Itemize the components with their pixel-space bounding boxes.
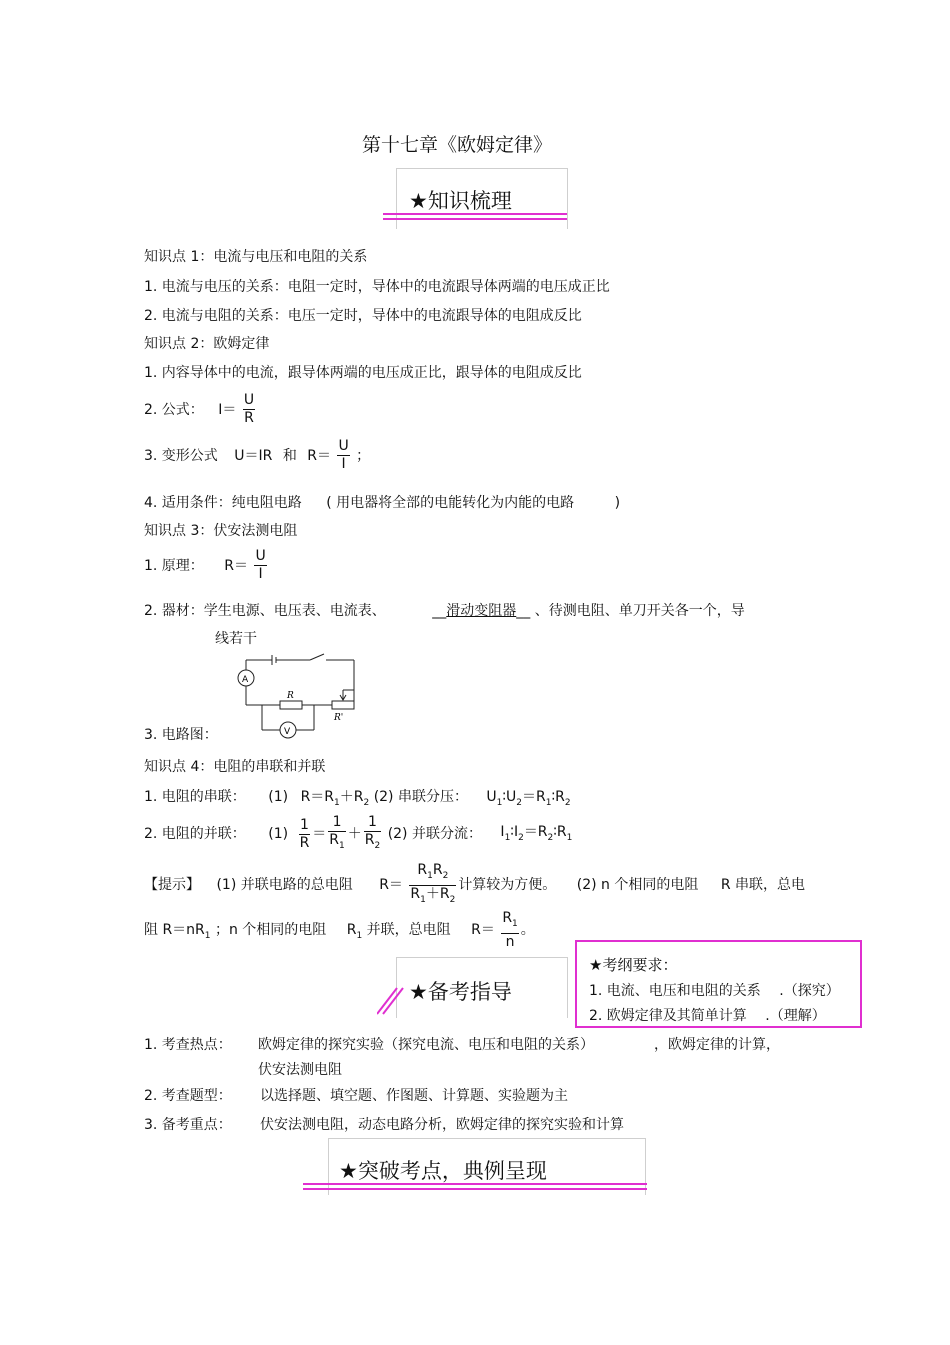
section-breakthrough xyxy=(328,1138,646,1195)
subscript: 1 xyxy=(496,797,503,808)
series-ratio: ∶U xyxy=(502,789,517,805)
kp3-heading: 知识点 3：伏安法测电阻 xyxy=(144,523,298,539)
section-guide xyxy=(396,957,568,1018)
tip-g: R xyxy=(346,922,357,939)
guide-value-1: 欧姆定律的探究实验（探究电流、电压和电阻的关系） xyxy=(258,1037,594,1053)
requirements-item1-tag: .（探究） xyxy=(779,983,840,999)
series-ratio: U xyxy=(486,789,497,805)
formula-label: 2. 公式： xyxy=(144,401,204,418)
kp4-parallel xyxy=(144,814,572,855)
tip-f: ；n 个相同的电阻 xyxy=(214,922,327,939)
fraction-denominator: R xyxy=(299,834,310,851)
tip-lhs2: R＝ xyxy=(471,922,495,939)
subscript: 2 xyxy=(518,832,524,843)
variant-b: R＝ xyxy=(307,447,332,464)
subscript: 1 xyxy=(512,918,518,929)
fraction-denominator: I xyxy=(258,566,263,582)
tip-line2 xyxy=(144,910,535,951)
denominator-r: R xyxy=(329,832,340,848)
formula-lhs: I＝ xyxy=(218,401,237,418)
section-guide-title: ★备考指导 xyxy=(409,980,512,1004)
fraction-numerator: 1 xyxy=(299,816,309,833)
parallel-ratio-part: I xyxy=(500,823,505,840)
subscript: 1 xyxy=(427,870,433,881)
section-underline xyxy=(303,1188,647,1190)
series-n2: (2) 串联分压： xyxy=(373,789,468,805)
guide-value-1c: 伏安法测电阻 xyxy=(258,1062,342,1078)
subscript: 1 xyxy=(204,931,211,942)
fraction-numerator: 1 xyxy=(328,814,345,832)
subscript: 2 xyxy=(547,832,554,843)
variant-end: ； xyxy=(356,447,371,464)
section-underline xyxy=(303,1183,647,1185)
guide-label-1: 1. 考查热点： xyxy=(144,1037,232,1053)
tip-lhs: R＝ xyxy=(379,877,403,894)
kp1-heading: 知识点 1：电流与电压和电阻的关系 xyxy=(144,249,368,265)
fraction-denominator xyxy=(409,886,456,909)
fraction-denominator: I xyxy=(341,456,346,472)
tip-a: (1) 并联电路的总电阻 xyxy=(216,877,353,894)
page-title: 第十七章《欧姆定律》 xyxy=(362,134,553,156)
kp3-equipment xyxy=(144,602,745,620)
numerator-part: R xyxy=(417,862,428,878)
tip-h: 并联，总电阻 xyxy=(366,922,451,939)
parallel-ratio xyxy=(500,823,572,847)
variant-a: U＝IR xyxy=(234,447,273,464)
series-n1: (1) xyxy=(268,789,289,805)
parallel-n1: (1) xyxy=(268,826,289,843)
fraction-denominator xyxy=(364,832,381,855)
subscript: 1 xyxy=(339,840,345,851)
series-label: 1. 电阻的串联： xyxy=(144,789,246,805)
subscript: 2 xyxy=(516,797,523,808)
section-breakthrough-title: ★突破考点，典例呈现 xyxy=(339,1159,547,1183)
section-decoration xyxy=(377,958,567,1018)
series-eq: R＝R xyxy=(300,789,335,805)
principle-label: 1. 原理： xyxy=(144,557,204,574)
equipment-blank: 滑动变阻器 xyxy=(446,603,517,619)
equipment-blank-right: __ xyxy=(516,603,531,619)
guide-value-1b: ，欧姆定律的计算， xyxy=(654,1037,780,1053)
parallel-fraction-2 xyxy=(364,814,381,855)
kp2-variant xyxy=(144,438,370,473)
principle-lhs: R＝ xyxy=(224,557,248,574)
denominator-r: R xyxy=(364,832,375,848)
subscript: 1 xyxy=(545,797,552,808)
kp4-series xyxy=(144,788,571,812)
resistor-r xyxy=(280,701,302,709)
requirements-item2-tag: .（理解） xyxy=(765,1008,826,1024)
kp1-item2: 2. 电流与电阻的关系：电压一定时，导体中的电流跟导体的电阻成反比 xyxy=(144,308,582,324)
series-plus: ＋R xyxy=(339,789,364,805)
variant-label: 3. 变形公式 xyxy=(144,447,218,464)
rheostat-label: R' xyxy=(334,713,344,723)
subscript: 2 xyxy=(564,797,571,808)
voltmeter-label: V xyxy=(284,727,291,737)
requirements-item1 xyxy=(589,980,840,1000)
section-underline xyxy=(383,213,567,215)
kp2-item1: 1. 内容导体中的电流，跟导体两端的电压成正比，跟导体的电阻成反比 xyxy=(144,365,582,381)
section-knowledge-title: ★知识梳理 xyxy=(409,189,512,213)
fraction-denominator xyxy=(328,832,345,855)
subscript: 2 xyxy=(374,840,381,851)
tip-end: 。 xyxy=(520,922,535,939)
tip-line1 xyxy=(144,862,805,909)
fraction-numerator xyxy=(409,862,456,886)
series-ratio: ∶R xyxy=(551,789,565,805)
parallel-ratio-part: ∶R xyxy=(553,823,567,840)
numerator-part: R xyxy=(432,862,443,878)
kp2-heading: 知识点 2：欧姆定律 xyxy=(144,336,270,352)
condition-paren: ( 用电器将全部的电能转化为内能的电路 xyxy=(326,495,575,511)
formula-fraction xyxy=(243,392,255,427)
resistor-label: R xyxy=(287,691,294,701)
guide-value-3: 伏安法测电阻，动态电路分析，欧姆定律的探究实验和计算 xyxy=(260,1117,624,1133)
condition-close: ) xyxy=(614,495,621,511)
tip-d: R 串联，总电 xyxy=(720,877,806,894)
rheostat xyxy=(332,701,354,709)
fraction-numerator: U xyxy=(255,548,266,564)
requirements-title: ★考纲要求： xyxy=(589,956,678,974)
subscript: 1 xyxy=(356,931,363,942)
guide-value-2: 以选择题、填空题、作图题、计算题、实验题为主 xyxy=(260,1088,568,1104)
fraction-denominator: n xyxy=(505,933,515,950)
guide-label-3: 3. 备考重点： xyxy=(144,1117,232,1133)
fraction-numerator: U xyxy=(243,392,255,408)
tip-c: (2) n 个相同的电阻 xyxy=(576,877,699,894)
kp3-circuit-label: 3. 电路图： xyxy=(144,727,218,743)
equipment-a: 2. 器材：学生电源、电压表、电流表、 xyxy=(144,603,386,619)
equipment-b: 、待测电阻、单刀开关各一个，导 xyxy=(534,603,745,619)
kp2-formula xyxy=(144,392,257,427)
subscript: 2 xyxy=(363,797,370,808)
subscript: 1 xyxy=(566,832,573,843)
fraction-numerator: 1 xyxy=(364,814,381,832)
requirements-item2 xyxy=(589,1005,826,1025)
circuit-diagram xyxy=(230,650,365,745)
fraction-denominator: R xyxy=(244,410,254,426)
kp3-equipment-cont: 线若干 xyxy=(215,631,257,647)
tip-label: 【提示】 xyxy=(144,877,200,894)
tip-b: 计算较为方便。 xyxy=(458,877,557,894)
parallel-ratio-part: ＝R xyxy=(523,823,548,840)
requirements-item2-text: 2. 欧姆定律及其简单计算 xyxy=(589,1008,747,1024)
condition-label: 4. 适用条件：纯电阻电路 xyxy=(144,495,302,511)
switch-blade xyxy=(310,654,324,660)
tip-e: 阻 R＝nR xyxy=(144,922,205,939)
parallel-ratio-part: ∶I xyxy=(510,823,519,840)
parallel-n2: (2) 并联分流： xyxy=(387,826,482,843)
section-underline xyxy=(383,218,567,220)
numerator-part: R xyxy=(502,910,513,926)
denominator-part: R xyxy=(410,885,421,902)
kp1-item1: 1. 电流与电压的关系：电阻一定时，导体中的电流跟导体两端的电压成正比 xyxy=(144,279,610,295)
kp4-heading: 知识点 4：电阻的串联和并联 xyxy=(144,759,326,775)
parallel-eq: ＝ xyxy=(312,826,327,843)
parallel-plus: ＋ xyxy=(347,826,362,843)
subscript: 2 xyxy=(449,894,456,905)
kp2-condition xyxy=(144,494,620,512)
variant-and: 和 xyxy=(282,447,297,464)
subscript: 2 xyxy=(442,870,449,881)
parallel-label: 2. 电阻的并联： xyxy=(144,826,246,843)
subscript: 1 xyxy=(334,797,340,808)
subscript: 1 xyxy=(504,832,511,843)
kp3-principle xyxy=(144,548,269,583)
section-knowledge xyxy=(396,168,568,229)
equipment-blank-left: __ xyxy=(432,603,447,619)
fraction-numerator: U xyxy=(338,438,349,454)
tip-fraction xyxy=(409,862,456,909)
denominator-part: ＋R xyxy=(425,885,450,902)
ammeter-label: A xyxy=(242,675,249,685)
variant-fraction xyxy=(337,438,349,473)
tip-fraction-2 xyxy=(501,910,518,951)
series-ratio: ＝R xyxy=(522,789,546,805)
parallel-fraction-total xyxy=(299,817,311,852)
principle-fraction xyxy=(254,548,266,583)
subscript: 1 xyxy=(420,894,426,905)
fraction-numerator xyxy=(501,910,518,934)
requirements-box xyxy=(575,940,862,1028)
requirements-item1-text: 1. 电流、电压和电阻的关系 xyxy=(589,983,761,999)
guide-label-2: 2. 考查题型： xyxy=(144,1088,232,1104)
parallel-fraction-1 xyxy=(328,814,345,855)
